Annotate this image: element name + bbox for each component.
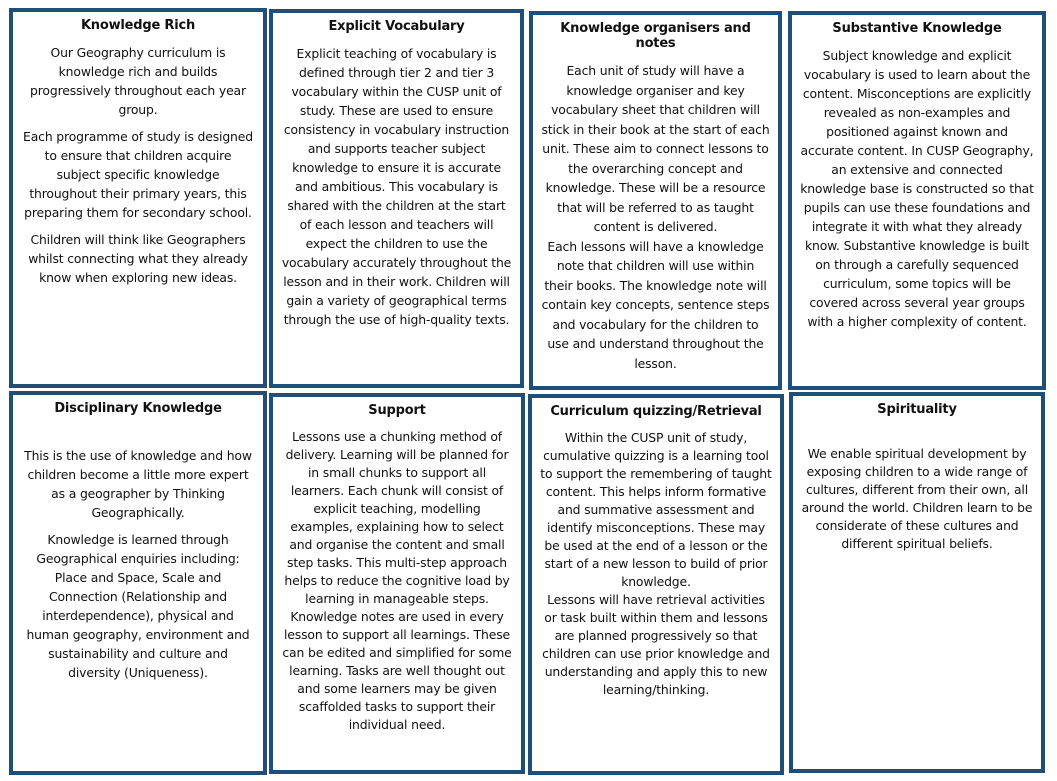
panel-text: Each programme of study is designed to ensure that children acquire subject specific knowledge throughout their primary years, this preparing them for secondary school. [23, 129, 253, 220]
panel-text: Lessons will have retrieval activities or task built within them and lessons are planned progressively so that children can use prior knowledge and understanding and apply this to new learning/thinking. [542, 592, 770, 697]
panel-text: Our Geography curriculum is knowledge rich and builds progressively throughout each year group. [30, 45, 246, 117]
panel-title: Explicit Vocabulary [328, 19, 465, 34]
panel-title: Spirituality [877, 402, 957, 417]
panel-curriculum-quizzing [528, 394, 784, 775]
panel-text: Each lessons will have a knowledge note that children will use within their books. The knowledge note will contain key concepts, sentence steps and vocabulary for the children to use and understand throughout the lesson. [541, 238, 770, 371]
panel-title: Knowledge Rich [80, 18, 196, 33]
panel-spirituality [789, 392, 1045, 773]
panel-text: Within the CUSP unit of study, cumulative quizzing is a learning tool to support the remembering of taught content. This helps inform formative and summative assessment and identify misconceptions. These may be used at the end of a lesson or the start of a new lesson to build of prior knowledge. [540, 430, 772, 589]
panel-substantive-knowledge [788, 11, 1046, 390]
panel-text: Knowledge is learned through Geographical enquiries including: Place and Space, Scale and Connection (Relationship and interdependence), physical and human geography, environment and sustainability and culture and diversity (Uniqueness). [26, 532, 250, 680]
panel-text: Subject knowledge and explicit vocabulary is used to learn about the content. Misconceptions are explicitly revealed as non-examples and positioned against known and accurate content. In CUSP Geography, an extensive and connected knowledge base is constructed so that pupils can use these foundations and integrate it with what they already know. Substantive knowledge is built on through a carefully sequenced curriculum, some topics will be covered across several year groups with a higher complexity of content. [800, 48, 1034, 329]
panel-knowledge-rich [9, 8, 267, 388]
panel-title: Knowledge organisers and notes [560, 21, 751, 51]
panel-text: We enable spiritual development by exposing children to a wide range of cultures, different from their own, all around the world. Children learn to be considerate of these cultures and different spiritual beliefs. [801, 446, 1033, 551]
panel-text: This is the use of knowledge and how children become a little more expert as a geographer by Thinking Geographically. [24, 448, 252, 520]
panel-text: Each unit of study will have a knowledge organiser and key vocabulary sheet that children will stick in their book at the start of each unit. These aim to connect lessons to the overarching concept and knowledge. These will be a resource that will be referred to as taught content is delivered. [541, 63, 770, 234]
panel-explicit-vocabulary [269, 9, 524, 388]
panel-text: Lessons use a chunking method of delivery. Learning will be planned for in small chunks to support all learners. Each chunk will consist of explicit teaching, modelling examples, explaining how to select and organise the content and small step tasks. This multi-step approach helps to reduce the cognitive load by learning in manageable steps. Knowledge notes are used in every lesson to support all learnings. These can be edited and simplified for some learning. Tasks are well thought out and some learners may be given scaffolded tasks to support their individual need. [282, 429, 512, 732]
panel-title: Support [368, 403, 426, 418]
panel-support [269, 393, 525, 774]
panel-title: Substantive Knowledge [832, 21, 1002, 36]
panel-knowledge-organisers [529, 11, 782, 390]
panel-disciplinary-knowledge [9, 391, 267, 775]
panel-title: Disciplinary Knowledge [54, 401, 222, 416]
panel-text: Children will think like Geographers whilst connecting what they already know when exploring new ideas. [28, 232, 248, 285]
panel-title: Curriculum quizzing/Retrieval [550, 404, 762, 419]
panel-text: Explicit teaching of vocabulary is defined through tier 2 and tier 3 vocabulary within the CUSP unit of study. These are used to ensure consistency in vocabulary instruction and supports teacher subject knowledge to ensure it is accurate and ambitious. This vocabulary is shared with the children at the start of each lesson and teachers will expect the children to use the vocabulary accurately throughout the lesson and in their work. Children will gain a variety of geographical terms through the use of high-quality texts. [281, 46, 512, 327]
